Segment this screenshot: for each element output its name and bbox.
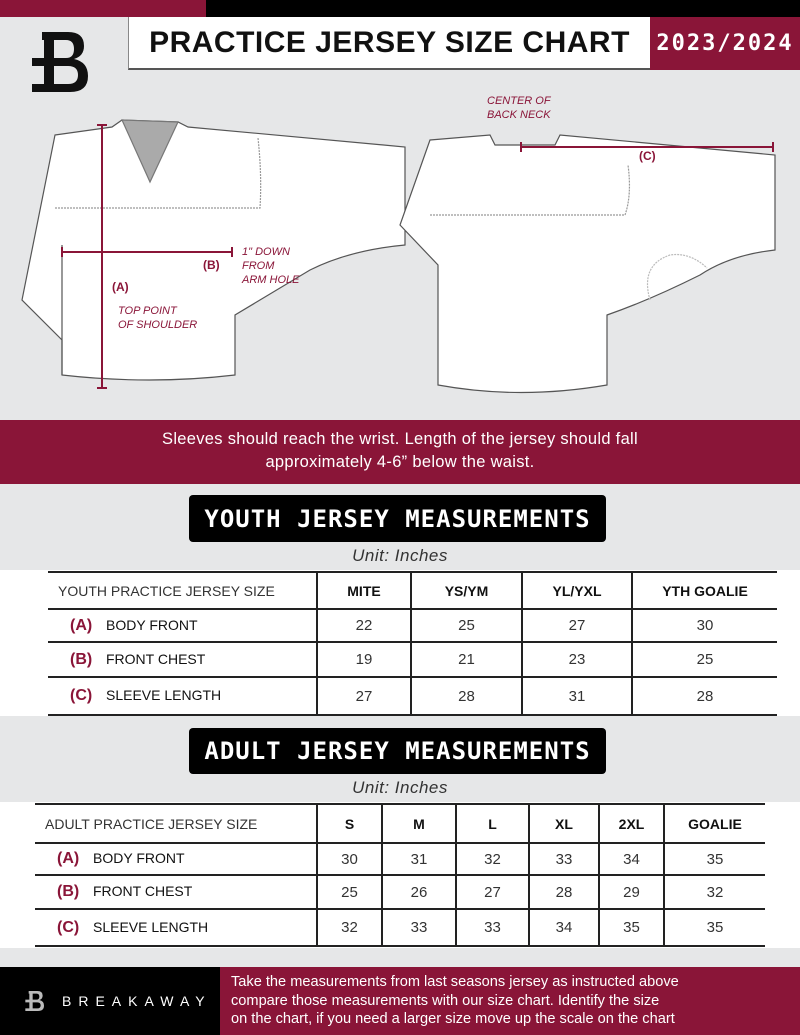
breakaway-logo xyxy=(28,28,94,96)
note-line: TOP POINT xyxy=(118,305,177,317)
label-c: (C) xyxy=(639,149,656,163)
measurement-value: 27 xyxy=(317,677,411,715)
measurement-name: FRONT CHEST xyxy=(106,650,206,667)
measurement-value: 32 xyxy=(317,909,382,946)
note-line: FROM xyxy=(242,260,275,272)
measurement-value: 28 xyxy=(632,677,777,715)
table-row xyxy=(35,843,765,875)
back-neck-note xyxy=(487,94,551,122)
size-column-header: 2XL xyxy=(599,804,664,843)
label-a-note xyxy=(118,304,197,332)
label-a: (A) xyxy=(112,280,129,294)
table-header-row xyxy=(48,572,777,609)
note-line: OF SHOULDER xyxy=(118,319,198,331)
measurement-value: 33 xyxy=(456,909,529,946)
youth-section-title: YOUTH JERSEY MEASUREMENTS xyxy=(189,495,606,542)
measurement-value: 33 xyxy=(529,843,599,875)
measurement-name: SLEEVE LENGTH xyxy=(93,918,209,935)
brand-name: BREAKAWAY xyxy=(62,993,212,1009)
size-column-header: MITE xyxy=(317,572,411,609)
measurement-value: 25 xyxy=(317,875,382,909)
measurement-value: 28 xyxy=(529,875,599,909)
measurement-label xyxy=(48,642,317,677)
measurement-label xyxy=(48,609,317,642)
note-line: 1" DOWN xyxy=(242,246,290,258)
measurement-value: 34 xyxy=(599,843,664,875)
adult-section-title: ADULT JERSEY MEASUREMENTS xyxy=(189,728,606,774)
table-header-row xyxy=(35,804,765,843)
back-jersey xyxy=(400,135,775,393)
footer-line: Take the measurements from last seasons jersey as instructed above xyxy=(231,974,679,990)
measurement-value: 28 xyxy=(411,677,522,715)
measurement-name: FRONT CHEST xyxy=(93,883,193,899)
size-header-label: YOUTH PRACTICE JERSEY SIZE xyxy=(58,582,275,599)
measurement-value: 27 xyxy=(522,609,632,642)
size-column-header: YS/YM xyxy=(411,572,522,609)
table-row xyxy=(48,677,777,715)
footer-brand xyxy=(0,967,220,1035)
banner-line: Sleeves should reach the wrist. Length of the jersey should fall xyxy=(162,430,638,448)
measurement-value: 29 xyxy=(599,875,664,909)
note-line: CENTER OF xyxy=(487,95,551,107)
label-b-note xyxy=(242,245,299,287)
measurement-value: 32 xyxy=(456,843,529,875)
note-line: ARM HOLE xyxy=(242,274,300,286)
breakaway-logo-small xyxy=(24,986,46,1016)
measurement-label xyxy=(35,843,317,875)
table-row xyxy=(48,642,777,677)
measurement-label xyxy=(35,909,317,946)
measurement-value: 27 xyxy=(456,875,529,909)
measurement-value: 35 xyxy=(664,909,765,946)
size-column-header: GOALIE xyxy=(664,804,765,843)
measurement-code: (B) xyxy=(57,883,80,900)
label-b: (B) xyxy=(203,258,220,272)
youth-size-table xyxy=(48,571,777,716)
measurement-value: 25 xyxy=(411,609,522,642)
measurement-value: 19 xyxy=(317,642,411,677)
size-header-label: ADULT PRACTICE JERSEY SIZE xyxy=(45,815,258,832)
measurement-value: 23 xyxy=(522,642,632,677)
table-row xyxy=(35,875,765,909)
measurement-value: 32 xyxy=(664,875,765,909)
measurement-value: 22 xyxy=(317,609,411,642)
measurement-code: (A) xyxy=(70,616,93,634)
size-column-header: L xyxy=(456,804,529,843)
measurement-value: 30 xyxy=(632,609,777,642)
top-accent-bar xyxy=(0,0,206,17)
measurement-label xyxy=(35,875,317,909)
size-column-header: M xyxy=(382,804,456,843)
top-black-bar xyxy=(206,0,800,17)
measurement-name: BODY FRONT xyxy=(106,616,198,633)
measurement-value: 33 xyxy=(382,909,456,946)
instruction-banner xyxy=(0,420,800,484)
measurement-value: 26 xyxy=(382,875,456,909)
size-column-header: XL xyxy=(529,804,599,843)
size-column-header: YL/YXL xyxy=(522,572,632,609)
measurement-code: (A) xyxy=(57,850,80,867)
size-column-header: S xyxy=(317,804,382,843)
measurement-code: (C) xyxy=(57,918,80,936)
front-jersey xyxy=(22,120,405,380)
measurement-code: (C) xyxy=(70,687,93,704)
measurement-value: 35 xyxy=(664,843,765,875)
measurement-label xyxy=(48,677,317,715)
table-row xyxy=(48,609,777,642)
jersey-diagram xyxy=(0,90,800,420)
banner-line: approximately 4-6” below the waist. xyxy=(265,453,535,471)
measurement-value: 25 xyxy=(632,642,777,677)
measurement-name: SLEEVE LENGTH xyxy=(106,687,222,703)
adult-unit: Unit: Inches xyxy=(352,778,448,797)
measurement-value: 35 xyxy=(599,909,664,946)
footer-line: on the chart, if you need a larger size move up the scale on the chart xyxy=(231,1011,675,1027)
measurement-value: 21 xyxy=(411,642,522,677)
measurement-value: 31 xyxy=(382,843,456,875)
page-title: PRACTICE JERSEY SIZE CHART xyxy=(128,17,650,70)
measurement-name: BODY FRONT xyxy=(93,850,185,866)
size-column-header: YTH GOALIE xyxy=(632,572,777,609)
measurement-code: (B) xyxy=(70,650,93,668)
measurement-value: 30 xyxy=(317,843,382,875)
footer-line: compare those measurements with our size chart. Identify the size xyxy=(231,992,660,1009)
note-line: BACK NECK xyxy=(487,109,551,121)
footer-instructions xyxy=(220,967,800,1035)
season-badge: 2023/2024 xyxy=(650,17,800,70)
measurement-value: 34 xyxy=(529,909,599,946)
youth-unit: Unit: Inches xyxy=(352,546,448,565)
measurement-value: 31 xyxy=(522,677,632,715)
table-row xyxy=(35,909,765,946)
adult-size-table xyxy=(35,803,765,947)
